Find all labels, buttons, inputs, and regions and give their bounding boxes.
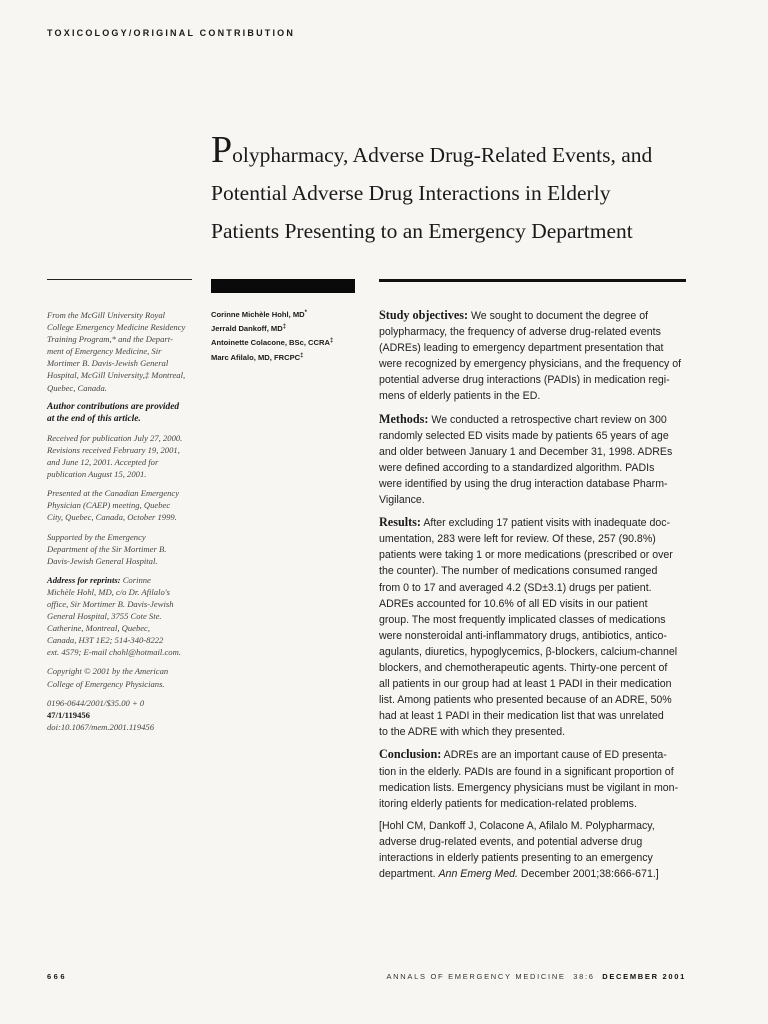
- title-line-2: Potential Adverse Drug Interactions in Elderly: [211, 181, 611, 205]
- abstract-objectives: Study objectives: We sought to document the degree of polypharmacy, the frequency of adverse drug-related events (ADREs) leading to emergency department presentation that were recognized by emergency physicians, and the frequency of potential adverse drug interactions (PADIs) in medication regi- mens of elderly patients in the ED.: [379, 308, 682, 403]
- journal-abbrev: Ann Emerg Med.: [438, 868, 518, 881]
- sidebar-rule: [47, 279, 192, 280]
- results-heading: Results:: [379, 515, 421, 530]
- author-item: Antoinette Colacone, BSc, CCRA‡: [211, 338, 334, 348]
- page-number: 666: [47, 972, 68, 981]
- presented-note: Presented at the Canadian Emergency Physician (CAEP) meeting, Quebec City, Quebec, Canada, October 1999.: [47, 488, 180, 523]
- conclusion-heading: Conclusion:: [379, 747, 442, 762]
- title-line-3: Patients Presenting to an Emergency Department: [211, 219, 633, 243]
- author-list: [211, 308, 371, 365]
- author-item: Marc Afilalo, MD, FRCPC‡: [211, 352, 304, 362]
- affiliation-note: From the McGill University Royal College Emergency Medicine Residency Training Program,* and the Depart- ment of Emergency Medicine, Sir Mortimer B. Davis-Jewish General Hospital, McGill University,‡ Montreal, Quebec, Canada.: [47, 310, 186, 393]
- received-note: Received for publication July 27, 2000. Revisions received February 19, 2001, and June 12, 2001. Accepted for publication August 15, 2001.: [47, 432, 183, 480]
- section-label: TOXICOLOGY/ORIGINAL CONTRIBUTION: [47, 28, 296, 38]
- article-sidebar: [47, 309, 195, 733]
- methods-heading: Methods:: [379, 411, 429, 426]
- abstract-results: Results: After excluding 17 patient visits with inadequate doc- umentation, 283 were left for review. Of these, 257 (90.8%) patients were taking 1 or more medications (prescribed or over the counter). The number of medications consumed ranged from 0 to 17 and averaged 4.2 (SD±3.1) drugs per patient. ADREs accounted for 10.6% of all ED visits in our patient group. The most frequently implicated classes of medications were nonsteroidal anti-inflammatory drugs, antibiotics, antico- agulants, diuretics, hypoglycemics, β-blockers, calcium-channel blockers, and chemotherapeutic agents. Thirty-one percent of all patients in our group had at least 1 PADI in their medication list. Among patients who presented because of an ADRE, 50% had at least 1 PADI in their medication list that was unrelated to the ADRE with which they presented.: [379, 515, 678, 739]
- volume-issue: 38:6: [573, 972, 595, 981]
- abstract-citation: [Hohl CM, Dankoff J, Colacone A, Afilalo M. Polypharmacy, adverse drug-related events, and potential adverse drug interactions in elderly patients presenting to an emergency department. Ann Emerg Med. December 2001;38:666-671.]: [379, 819, 659, 881]
- article-id: 47/1/119456: [47, 709, 90, 720]
- contributions-note: Author contributions are provided at the end of this article.: [47, 401, 180, 424]
- identifiers: [47, 697, 195, 733]
- copyright-note: Copyright © 2001 by the American College of Emergency Physicians.: [47, 666, 169, 689]
- abstract: [379, 307, 689, 888]
- journal-name: ANNALS OF EMERGENCY MEDICINE: [386, 972, 566, 981]
- title-dropcap: P: [211, 129, 233, 171]
- running-footer: [386, 972, 686, 981]
- reprints-note: Address for reprints: Corinne Michèle Hohl, MD, c/o Dr. Afilalo's office, Sir Mortimer B. Davis-Jewish General Hospital, 3755 Cote Ste. Catherine, Montreal, Quebec, Canada, H3T 1E2; 514-340-8222 ext. 4579; E-mail chohl@hotmail.com.: [47, 574, 181, 658]
- abstract-rule: [379, 279, 686, 282]
- title-line-1: Polypharmacy, Adverse Drug-Related Events, and: [211, 129, 653, 171]
- abstract-conclusion: Conclusion: ADREs are an important cause of ED presenta- tion in the elderly. PADIs are found in a significant proportion of medication lists. Emergency physicians must be vigilant in mon- itoring elderly patients for medication-related problems.: [379, 747, 679, 810]
- authors-bar: [211, 279, 355, 293]
- issn: 0196-0644/2001/$35.00 + 0: [47, 697, 145, 708]
- author-item: Jerrald Dankoff, MD‡: [211, 324, 287, 334]
- supported-note: Supported by the Emergency Department of the Sir Mortimer B. Davis-Jewish General Hospital.: [47, 531, 167, 566]
- author-item: Corinne Michèle Hohl, MD*: [211, 310, 308, 319]
- reprints-label: Address for reprints:: [47, 574, 121, 585]
- objectives-heading: Study objectives:: [379, 308, 469, 322]
- article-title: [211, 129, 731, 250]
- issue-date: DECEMBER 2001: [602, 972, 686, 981]
- abstract-methods: Methods: We conducted a retrospective chart review on 300 randomly selected ED visits made by patients 65 years of age and older between January 1 and December 31, 1998. ADREs were defined according to a standardized algorithm. PADIs were identified by using the drug interaction database Pharm- Vigilance.: [379, 411, 673, 507]
- doi: doi:10.1067/mem.2001.119456: [47, 721, 155, 732]
